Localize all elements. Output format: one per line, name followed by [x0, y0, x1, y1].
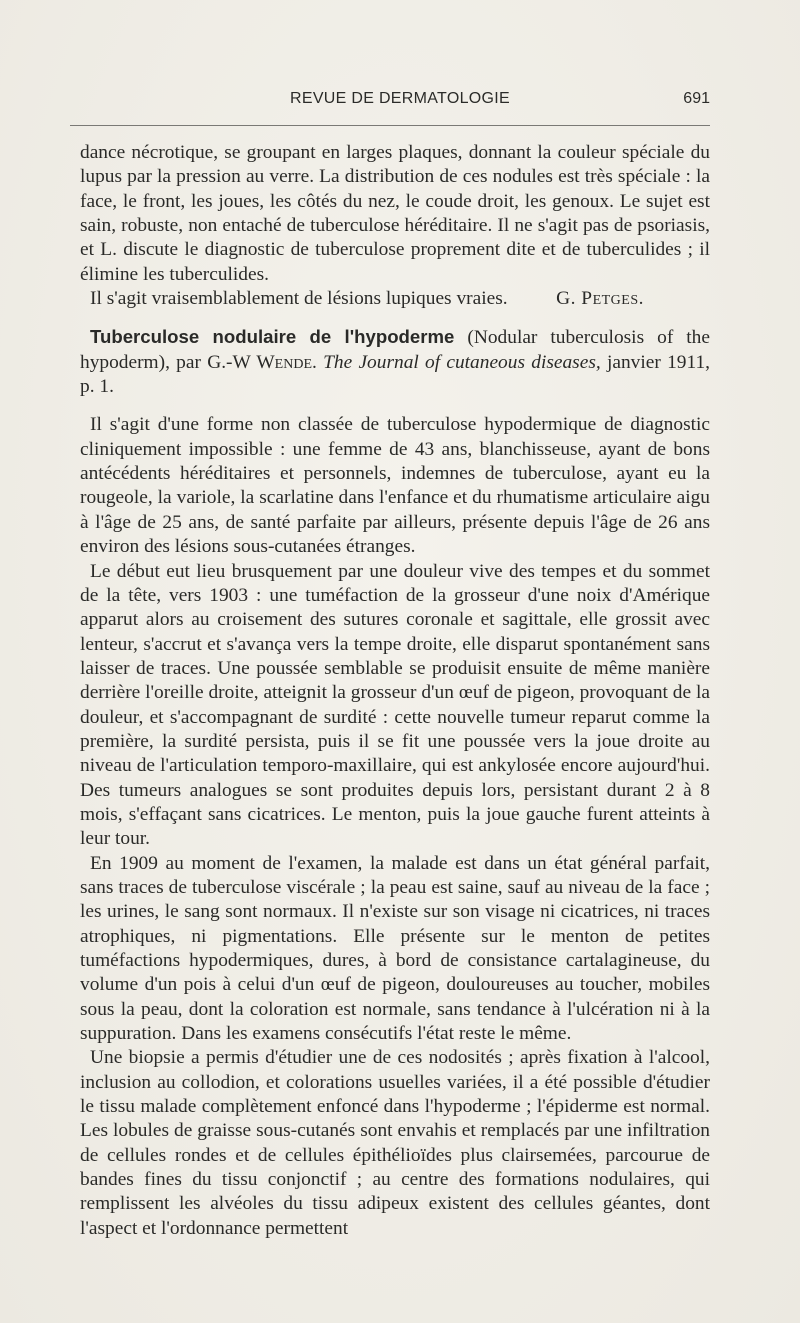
review1-paragraph-2-text: Il s'agit vraisemblablement de lésions lupiques vraies.	[90, 288, 508, 310]
journal-running-title: REVUE DE DERMATOLOGIE	[290, 90, 510, 107]
review2-journal: The Journal of cutaneous diseases,	[323, 351, 601, 373]
review2-title-translation: (Nodular tuberculosis of the hypoderm), par	[80, 327, 710, 373]
review2-paragraph-3: En 1909 au moment de l'examen, la malade est dans un état général parfait, sans traces de tuberculose viscérale ; la peau est saine, sauf au niveau de la face ; les urines, le sang sont normaux. Il n'existe sur son visage ni cicatrices, ni traces atrophiques, ni pigmentations. Elle présente sur le menton de petites tuméfactions hypodermiques, dures, à bord de consistance cartalagineuse, du volume d'un pois à celui d'un œuf de pigeon, douloureuses au toucher, mobiles sous la peau, dont la coloration est normale, sans tendance à l'ulcération ni à la suppuration. Dans les examens consécutifs l'état reste le même.	[80, 852, 710, 1045]
review1-paragraph-1: dance nécrotique, se groupant en larges plaques, donnant la couleur spéciale du lupus par la pression au verre. La distribution de ces nodules est très spéciale : la face, le front, les joues, les côtés du nez, le coude droit, les genoux. Le sujet est sain, robuste, non entaché de tuberculose héréditaire. Il ne s'agit pas de psoriasis, et L. discute le diagnostic de tuberculose proprement dite et de tuberculides ; il élimine les tuberculides.	[80, 142, 710, 285]
review2-paragraph-2: Le début eut lieu brusquement par une douleur vive des tempes et du sommet de la tête, vers 1903 : une tuméfaction de la grosseur d'une noix d'Amérique apparut alors au croisement des sutures coronale et sagittale, elle grossit avec lenteur, s'accrut et s'avança vers la tempe droite, elle disparut spontanément sans laisser de traces. Une poussée semblable se produisit ensuite de même manière derrière l'oreille droite, atteignit la grosseur d'un œuf de pigeon, provoquant de la douleur, et s'accompagnant de surdité : cette nouvelle tumeur reparut comme la première, la surdité persista, puis il se fit une poussée vers la joue droite au niveau de l'articulation temporo-maxillaire, qui est ankylosée encore aujourd'hui. Des tumeurs analogues se sont produites depuis lors, persistant durant 2 à 8 mois, s'effaçant sans cicatrices. Le menton, puis la joue gauche furent atteints à leur tour.	[80, 560, 710, 850]
review2-author: G.-W Wende.	[207, 351, 317, 373]
review2-title: Tuberculose nodulaire de l'hypoderme	[90, 326, 455, 348]
review2-date: janvier 1911, p. 1.	[80, 351, 710, 398]
header-rule	[70, 125, 710, 126]
review2-paragraph-4: Une biopsie a permis d'étudier une de ces nodosités ; après fixation à l'alcool, inclusion au collodion, et colorations usuelles variées, il a été possible d'étudier le tissu malade complètement enfoncé dans l'hypoderme ; l'épiderme est normal. Les lobules de graisse sous-cutanés sont envahis et remplacés par une infiltration de cellules rondes et de cellules épithélioïdes plus clairsemées, parcourue de bandes fines du tissu conjonctif ; au centre des formations nodulaires, qui remplissent les alvéoles du tissu adipeux existent des cellules géantes, dont l'aspect et l'ordonnance permettent	[80, 1047, 710, 1239]
page-number: 691	[683, 90, 710, 107]
review2-heading	[80, 325, 710, 399]
review1-signature: G. Petges.	[556, 288, 644, 310]
running-header	[0, 90, 800, 114]
review1-paragraph-2	[80, 287, 710, 311]
article-body	[80, 141, 710, 1241]
review2-paragraph-1: Il s'agit d'une forme non classée de tuberculose hypodermique de diagnostic cliniquement impossible : une femme de 43 ans, blanchisseuse, ayant de bons antécédents héréditaires et personnels, indemnes de tuberculose, ayant eu la rougeole, la variole, la scarlatine dans l'enfance et du rhumatisme articulaire aigu à l'âge de 25 ans, de santé parfaite par ailleurs, présente depuis l'âge de 26 ans environ des lésions sous-cutanées étranges.	[80, 414, 710, 558]
